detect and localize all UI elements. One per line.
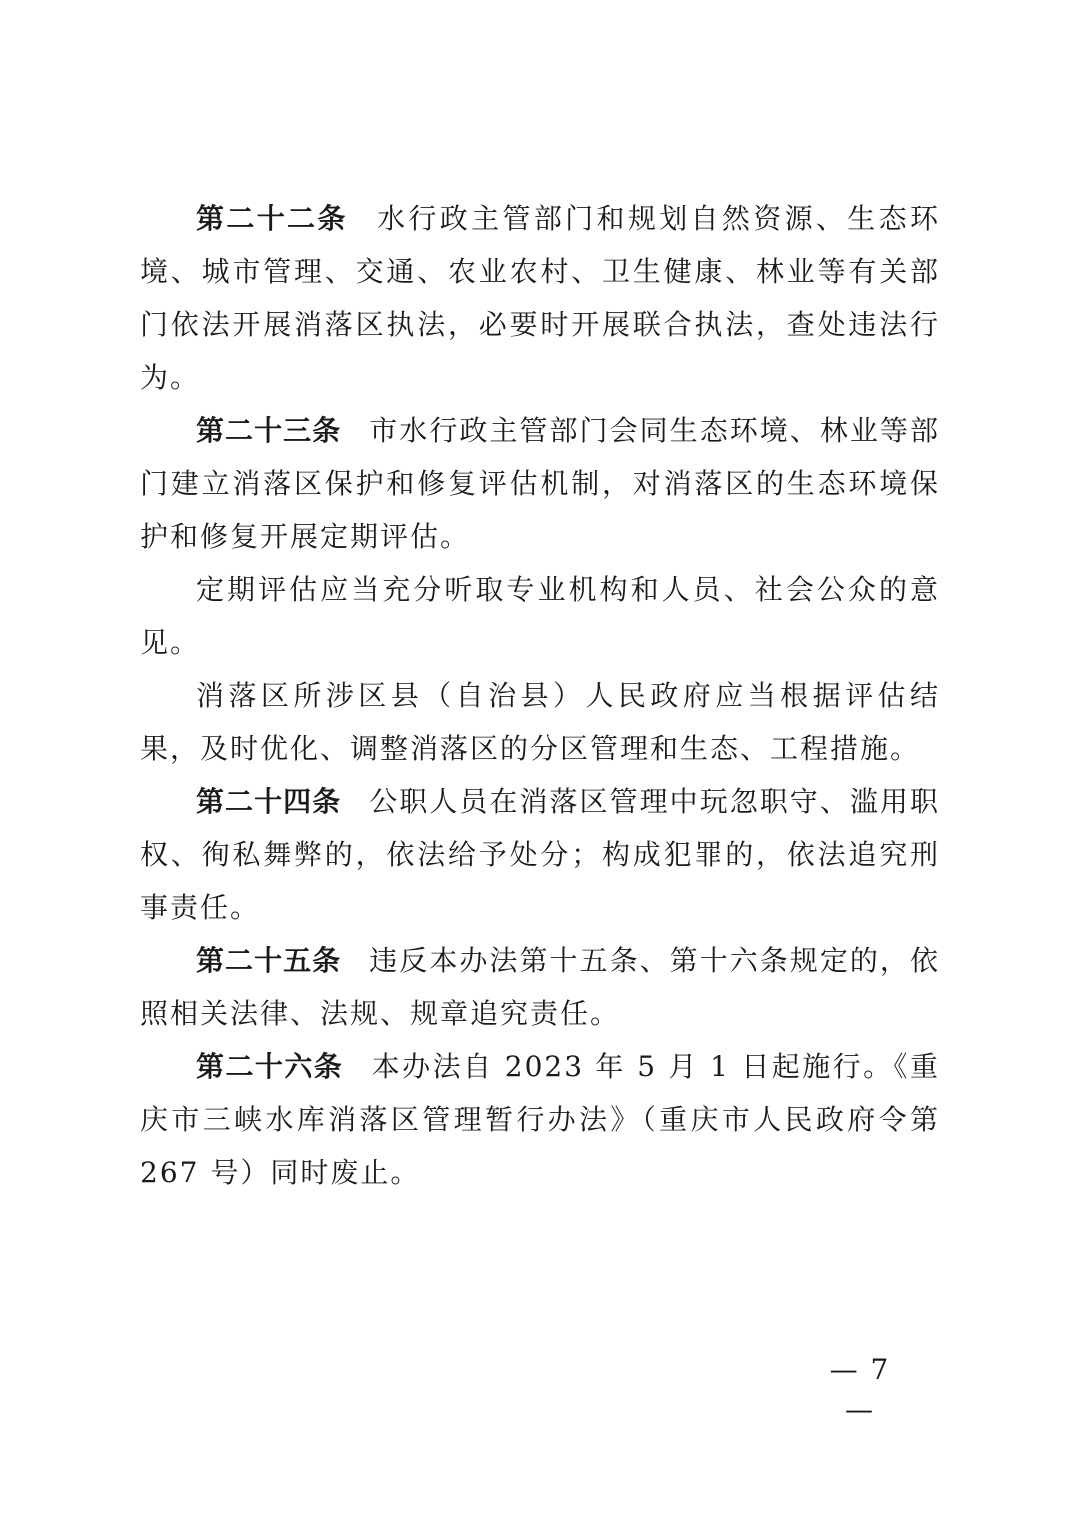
article-25-paragraph	[140, 934, 940, 1040]
page-number: — 7 —	[829, 1353, 891, 1426]
article-23-clause-3	[140, 669, 940, 775]
article-26-paragraph	[140, 1040, 940, 1199]
article-number: 第二十五条	[196, 944, 342, 977]
article-23-clause-2	[140, 563, 940, 669]
article-text: 公职人员在消落区管理中玩忽职守、滥用职权、徇私舞弊的，依法给予处分；构成犯罪的，依法追究刑事责任。	[140, 785, 940, 924]
clause-text: 消落区所涉区县（自治县）人民政府应当根据评估结果，及时优化、调整消落区的分区管理和生态、工程措施。	[140, 679, 940, 765]
article-22-paragraph	[140, 192, 940, 404]
article-number: 第二十三条	[196, 414, 342, 447]
article-number: 第二十二条	[196, 202, 348, 235]
article-number: 第二十四条	[196, 785, 342, 818]
article-24-paragraph	[140, 775, 940, 934]
clause-text: 定期评估应当充分听取专业机构和人员、社会公众的意见。	[140, 573, 940, 659]
document-body	[140, 192, 940, 1199]
article-number: 第二十六条	[196, 1050, 344, 1083]
article-text: 水行政主管部门和规划自然资源、生态环境、城市管理、交通、农业农村、卫生健康、林业等有关部门依法开展消落区执法，必要时开展联合执法，查处违法行为。	[140, 202, 940, 394]
article-23-paragraph	[140, 404, 940, 563]
article-text: 违反本办法第十五条、第十六条规定的，依照相关法律、法规、规章追究责任。	[140, 944, 940, 1030]
article-text: 本办法自 2023 年 5 月 1 日起施行。《重庆市三峡水库消落区管理暂行办法》（重庆市人民政府令第 267 号）同时废止。	[140, 1050, 940, 1189]
article-text: 市水行政主管部门会同生态环境、林业等部门建立消落区保护和修复评估机制，对消落区的生态环境保护和修复开展定期评估。	[140, 414, 940, 553]
